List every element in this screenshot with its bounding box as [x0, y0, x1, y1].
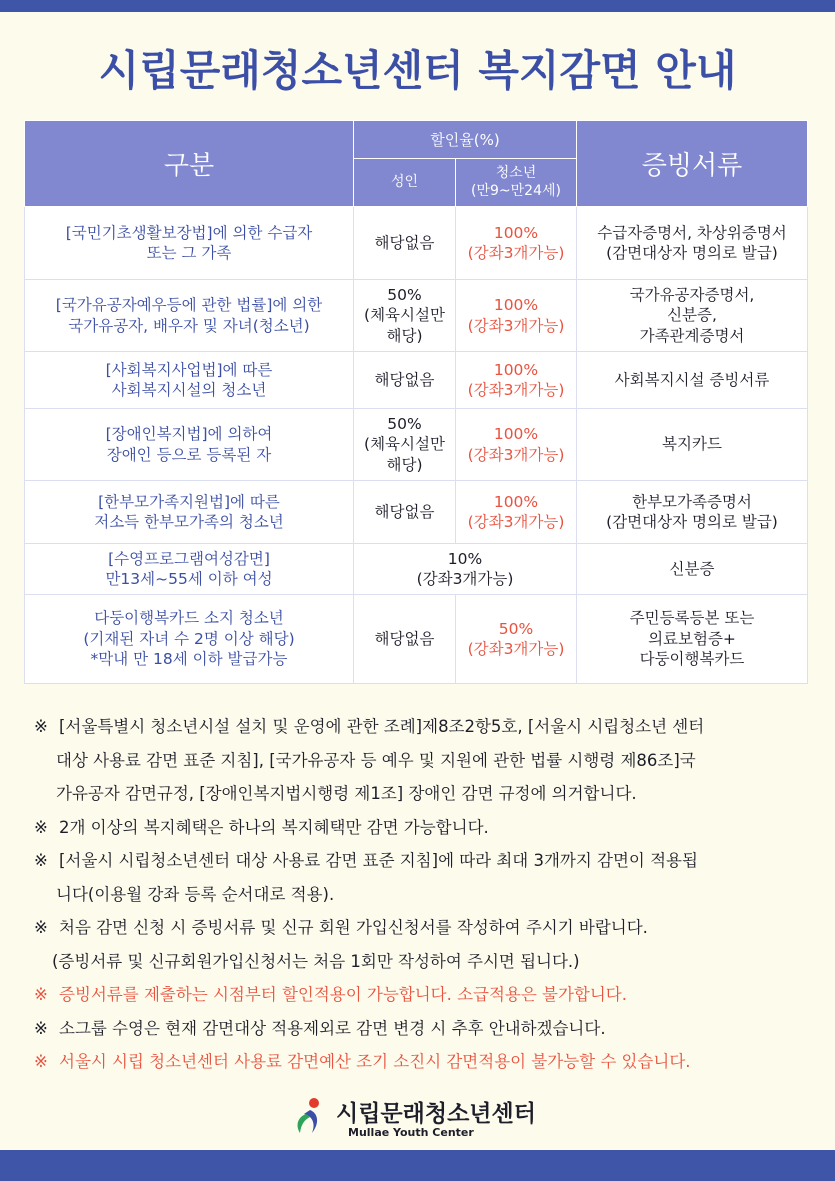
logo-name: 시립문래청소년센터 — [336, 1101, 536, 1127]
note-legal-basis-cont: 대상 사용료 감면 표준 지침], [국가유공자 등 예우 및 지원에 관한 법률 시행령 제86조]국 — [56, 750, 696, 770]
note-mark: ※ — [34, 817, 48, 837]
cell-youth-rate: 100% (강좌3개가능) — [456, 481, 577, 544]
table-row — [25, 280, 808, 352]
top-accent-bar — [0, 0, 835, 12]
note-mark: ※ — [34, 851, 48, 870]
cell-adult-rate: 해당없음 — [354, 481, 456, 544]
note-max-three-cont: 니다(이용월 강좌 등록 순서대로 적용). — [56, 884, 335, 904]
cell-category: [한부모가족지원법]에 따른 저소득 한부모가족의 청소년 — [25, 481, 354, 544]
discount-table — [24, 120, 808, 684]
header-youth: 청소년 (만9~만24세) — [456, 159, 577, 207]
table-header-row — [25, 121, 808, 159]
note-no-retroactive: ※ 증빙서류를 제출하는 시점부터 할인적용이 가능합니다. 소급적용은 불가합니다. — [34, 978, 814, 1012]
cell-adult-rate: 50% (체육시설만 해당) — [354, 409, 456, 481]
mullae-youth-center-logo-icon — [290, 1095, 330, 1139]
header-category: 구분 — [25, 121, 354, 207]
cell-youth-rate: 100% (강좌3개가능) — [456, 352, 577, 409]
cell-documents: 사회복지시설 증빙서류 — [577, 352, 808, 409]
note-small-group-swim: ※ 소그룹 수영은 현재 감면대상 적용제외로 감면 변경 시 추후 안내하겠습니다. — [34, 1012, 814, 1046]
note-max-three: ※ [서울시 시립청소년센터 대상 사용료 감면 표준 지침]에 따라 최대 3개까지 감면이 적용됩 — [34, 844, 814, 878]
page-title: 시립문래청소년센터 복지감면 안내 — [98, 46, 737, 95]
cell-adult-rate: 해당없음 — [354, 207, 456, 280]
table-row — [25, 595, 808, 684]
logo-subtitle: Mullae Youth Center — [348, 1126, 474, 1139]
cell-adult-rate: 50% (체육시설만 해당) — [354, 280, 456, 352]
cell-documents: 수급자증명서, 차상위증명서 (감면대상자 명의로 발급) — [577, 207, 808, 280]
table-row — [25, 544, 808, 595]
center-logo — [290, 1093, 550, 1143]
cell-youth-rate: 100% (강좌3개가능) — [456, 280, 577, 352]
cell-documents: 신분증 — [577, 544, 808, 595]
cell-category: [수영프로그램여성감면] 만13세~55세 이하 여성 — [25, 544, 354, 595]
cell-documents: 복지카드 — [577, 409, 808, 481]
table-row — [25, 352, 808, 409]
note-single-benefit: ※ 2개 이상의 복지혜택은 하나의 복지혜택만 감면 가능합니다. — [34, 811, 814, 845]
note-legal-basis: ※ [서울특별시 청소년시설 설치 및 운영에 관한 조례]제8조2항5호, [서울시 시립청소년 센터 — [34, 710, 814, 744]
cell-category: [장애인복지법]에 의하여 장애인 등으로 등록된 자 — [25, 409, 354, 481]
cell-documents: 한부모가족증명서 (감면대상자 명의로 발급) — [577, 481, 808, 544]
header-documents: 증빙서류 — [577, 121, 808, 207]
note-first-application: ※ 처음 감면 신청 시 증빙서류 및 신규 회원 가입신청서를 작성하여 주시기 바랍니다. — [34, 911, 814, 945]
header-adult: 성인 — [354, 159, 456, 207]
notes-section — [34, 710, 814, 1079]
cell-adult-rate: 해당없음 — [354, 595, 456, 684]
cell-adult-rate: 해당없음 — [354, 352, 456, 409]
table-row — [25, 409, 808, 481]
note-mark: ※ — [34, 717, 48, 736]
cell-category: 다둥이행복카드 소지 청소년 (기재된 자녀 수 2명 이상 해당) *막내 만 18세 이하 발급가능 — [25, 595, 354, 684]
cell-documents: 주민등록등본 또는 의료보험증+ 다둥이행복카드 — [577, 595, 808, 684]
cell-category: [국가유공자예우등에 관한 법률]에 의한 국가유공자, 배우자 및 자녀(청소년) — [25, 280, 354, 352]
note-budget-exhausted: ※ 서울시 시립 청소년센터 사용료 감면예산 조기 소진시 감면적용이 불가능할 수 있습니다. — [34, 1045, 814, 1079]
cell-discount-merged: 10% (강좌3개가능) — [354, 544, 577, 595]
header-discount-rate: 할인율(%) — [354, 121, 577, 159]
note-mark: ※ — [34, 1052, 48, 1071]
table-row — [25, 207, 808, 280]
cell-youth-rate: 100% (강좌3개가능) — [456, 409, 577, 481]
note-mark: ※ — [34, 985, 48, 1004]
table-row — [25, 481, 808, 544]
note-mark: ※ — [34, 1018, 48, 1038]
bottom-accent-bar — [0, 1150, 835, 1181]
cell-youth-rate: 100% (강좌3개가능) — [456, 207, 577, 280]
cell-documents: 국가유공자증명서, 신분증, 가족관계증명서 — [577, 280, 808, 352]
note-mark: ※ — [34, 918, 48, 937]
cell-category: [국민기초생활보장법]에 의한 수급자 또는 그 가족 — [25, 207, 354, 280]
cell-youth-rate: 50% (강좌3개가능) — [456, 595, 577, 684]
note-first-application-cont: (증빙서류 및 신규회원가입신청서는 처음 1회만 작성하여 주시면 됩니다.) — [52, 951, 580, 971]
cell-category: [사회복지사업법]에 따른 사회복지시설의 청소년 — [25, 352, 354, 409]
note-legal-basis-cont: 가유공자 감면규정, [장애인복지법시행령 제1조] 장애인 감면 규정에 의거합니다. — [56, 784, 637, 803]
